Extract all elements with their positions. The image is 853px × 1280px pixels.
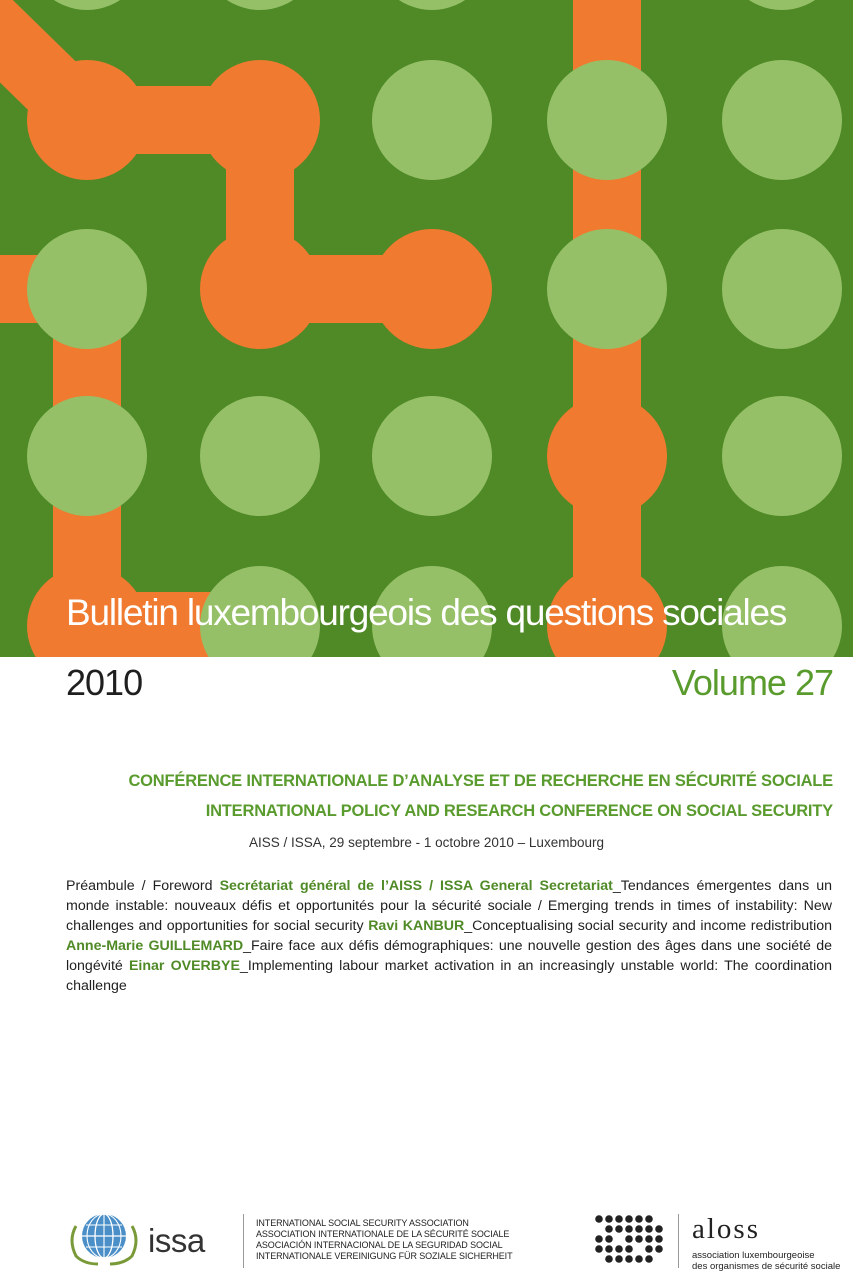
contents-author: Anne-Marie GUILLEMARD xyxy=(66,938,244,954)
contents-item-text: Préambule / Foreword xyxy=(66,878,220,894)
publication-year: 2010 xyxy=(66,662,143,703)
green-dot xyxy=(372,60,492,180)
orange-node xyxy=(372,229,492,349)
logo-dot xyxy=(595,1245,603,1253)
issa-name-line: ASSOCIATION INTERNATIONALE DE LA SÉCURITÉ SOCIALE xyxy=(256,1229,510,1239)
logo-dot xyxy=(645,1215,653,1223)
aloss-subtitle-line: association luxembourgeoise xyxy=(692,1250,815,1261)
logo-dot xyxy=(595,1215,603,1223)
logo-dot xyxy=(635,1255,643,1263)
green-dot xyxy=(27,229,147,349)
logo-dot xyxy=(605,1225,613,1233)
logo-dot xyxy=(625,1215,633,1223)
conference-title-en: INTERNATIONAL POLICY AND RESEARCH CONFERENCE ON SOCIAL SECURITY xyxy=(205,802,833,820)
logo-dot xyxy=(615,1245,623,1253)
contents-item-text: _Implementing labour market activation in an increasingly unstable world: The coordination challenge xyxy=(66,958,832,994)
logo-dot xyxy=(625,1235,633,1243)
bulletin-title: Bulletin luxembourgeois des questions sociales xyxy=(66,592,787,633)
aloss-subtitle-line: des organismes de sécurité sociale xyxy=(692,1260,841,1272)
logo-dot xyxy=(635,1225,643,1233)
issa-name-line: ASOCIACIÓN INTERNACIONAL DE LA SEGURIDAD SOCIAL xyxy=(256,1240,503,1250)
volume-number: Volume 27 xyxy=(671,662,833,703)
contents-item-text: _Faire face aux défis démographiques: une nouvelle gestion des âges dans une société de longévité xyxy=(66,938,832,974)
logo-dot xyxy=(655,1225,663,1233)
orange-node xyxy=(200,60,320,180)
logo-dot xyxy=(625,1255,633,1263)
globe-laurel-icon xyxy=(62,1206,146,1268)
logo-dot xyxy=(635,1235,643,1243)
issa-name-line: INTERNATIONALE VEREINIGUNG FÜR SOZIALE SICHERHEIT xyxy=(256,1251,513,1261)
contents-item-text: _Tendances émergentes dans un monde instable: nouveaux défis et opportunités pour la sécurité sociale / Emerging trends in times of instability: New challenges and opportunities for social security xyxy=(66,878,832,934)
orange-node xyxy=(200,229,320,349)
green-dot xyxy=(722,396,842,516)
green-dot xyxy=(372,396,492,516)
orange-node xyxy=(547,396,667,516)
contents-author: Secrétariat général de l’AISS / ISSA General Secretariat xyxy=(219,878,613,894)
logo-dot xyxy=(605,1235,613,1243)
green-dot xyxy=(547,229,667,349)
logo-dot xyxy=(605,1215,613,1223)
logo-dot xyxy=(625,1245,633,1253)
logo-dot xyxy=(625,1225,633,1233)
table-of-contents xyxy=(66,876,832,996)
green-dot xyxy=(722,229,842,349)
logo-dot xyxy=(635,1215,643,1223)
contents-author: Einar OVERBYE xyxy=(128,958,240,974)
orange-node xyxy=(27,60,147,180)
contents-author: Ravi KANBUR xyxy=(368,918,465,934)
logo-dot xyxy=(605,1255,613,1263)
footer-divider xyxy=(678,1214,679,1268)
logo-dot xyxy=(645,1255,653,1263)
green-dot xyxy=(547,60,667,180)
logo-dot xyxy=(645,1225,653,1233)
dot-grid-icon xyxy=(594,1214,664,1266)
contents-item-text: _Conceptualising social security and income redistribution xyxy=(464,918,833,934)
logo-dot xyxy=(605,1245,613,1253)
footer-divider xyxy=(243,1214,244,1268)
logo-dot xyxy=(615,1225,623,1233)
logo-dot xyxy=(645,1235,653,1243)
issa-wordmark: issa xyxy=(148,1222,205,1259)
logo-dot xyxy=(595,1235,603,1243)
logo-dot xyxy=(655,1245,663,1253)
green-dot xyxy=(27,396,147,516)
green-dot xyxy=(722,60,842,180)
conference-venue: AISS / ISSA, 29 septembre - 1 octobre 2010 – Luxembourg xyxy=(249,835,604,850)
logo-dot xyxy=(655,1235,663,1243)
issa-name-line: INTERNATIONAL SOCIAL SECURITY ASSOCIATION xyxy=(256,1218,469,1228)
logo-dot xyxy=(615,1255,623,1263)
aloss-subtitle xyxy=(692,1251,840,1272)
logo-dot xyxy=(615,1215,623,1223)
logo-dot xyxy=(645,1245,653,1253)
green-dot xyxy=(200,396,320,516)
issa-names xyxy=(256,1218,512,1262)
aloss-wordmark: aloss xyxy=(692,1213,760,1245)
conference-title-fr: CONFÉRENCE INTERNATIONALE D’ANALYSE ET DE RECHERCHE EN SÉCURITÉ SOCIALE xyxy=(128,772,833,790)
